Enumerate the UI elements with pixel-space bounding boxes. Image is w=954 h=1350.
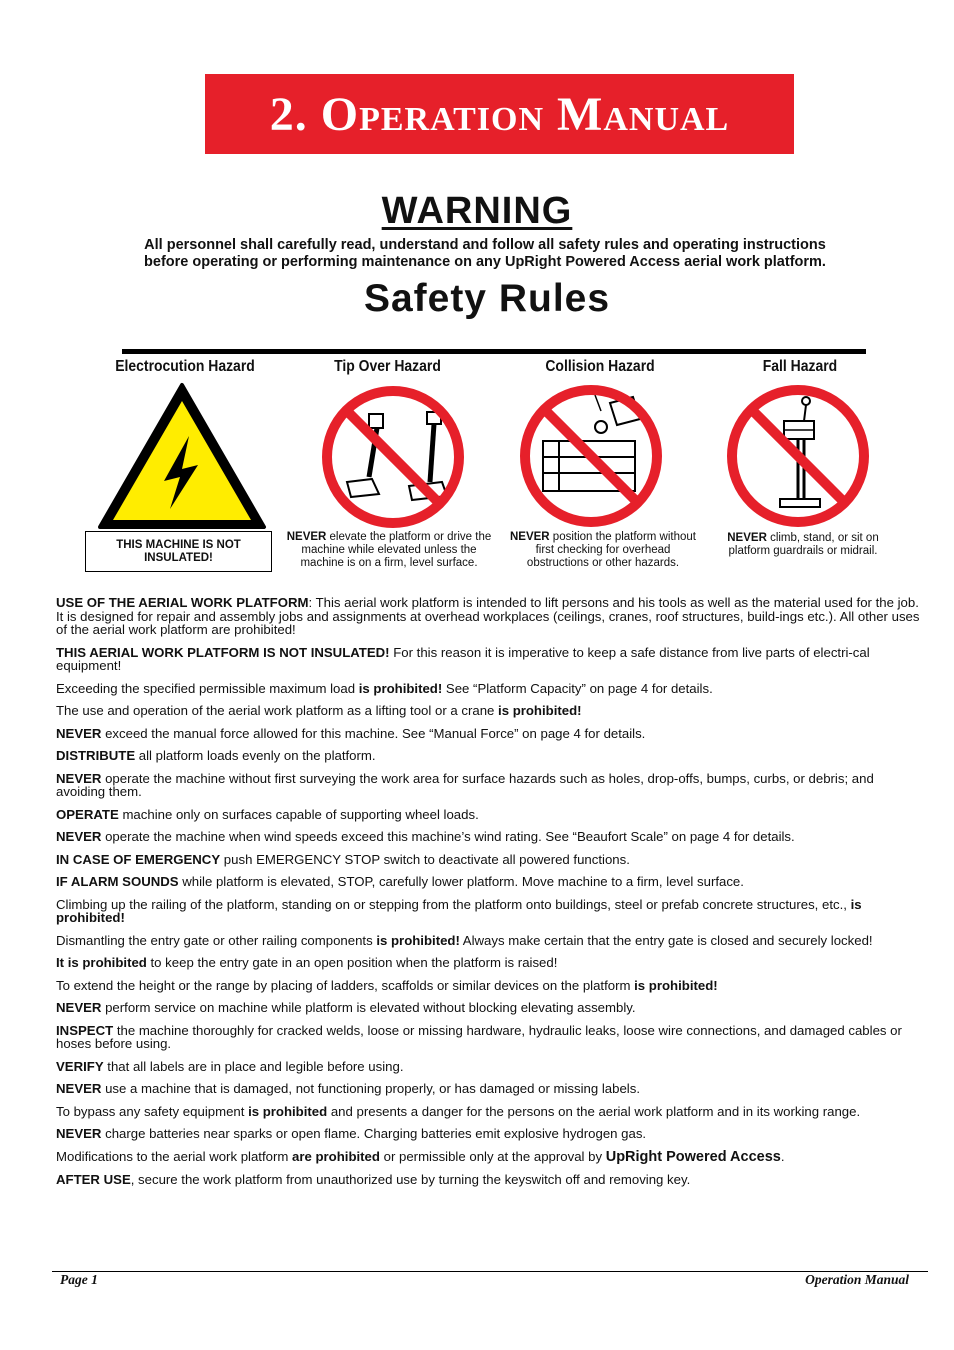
warning-text-line2: before operating or performing maintenance on any UpRight Powered Access aerial work platform. <box>144 254 826 270</box>
warning-heading: WARNING <box>381 190 573 232</box>
rule-paragraph: To extend the height or the range by placing of ladders, scaffolds or similar devices on the platform is prohibited! <box>56 977 718 993</box>
rule-paragraph: USE OF THE AERIAL WORK PLATFORM: This aerial work platform is intended to lift persons and his tools as well as the material used for the job. It is designed for repair and assembly jobs and assignments at overhead workplaces (ceilings, cranes, roof structures, build-ings etc.). All other uses of the aerial work platform are prohibited! <box>56 595 920 637</box>
rule-paragraph: INSPECT the machine thoroughly for cracked welds, loose or missing hardware, hydraulic leaks, loose wire connections, and damaged cables or hoses before using. <box>56 1022 902 1051</box>
brand-name: UpRight Powered Access <box>605 1148 781 1165</box>
rule-paragraph: Dismantling the entry gate or other railing components is prohibited! Always make certain that the entry gate is closed and securely locked! <box>56 932 873 948</box>
fall-caption-bold: NEVER <box>727 532 767 544</box>
safety-rules-list <box>56 596 926 1196</box>
electrocution-warning-icon <box>96 381 268 531</box>
hazard-title-electrocution: Electrocution Hazard <box>115 358 255 375</box>
fall-caption <box>712 532 894 558</box>
rule-paragraph: OPERATE machine only on surfaces capable of supporting wheel loads. <box>56 806 479 822</box>
collision-caption <box>503 531 703 570</box>
tip-over-caption-text: elevate the platform or drive the machine while elevated unless the machine is on a firm, level surface. <box>300 531 492 569</box>
footer-doc-title: Operation Manual <box>805 1272 909 1287</box>
chapter-title-banner <box>205 74 794 154</box>
rule-paragraph: IF ALARM SOUNDS while platform is elevated, STOP, carefully lower platform. Move machine to a firm, level surface. <box>56 874 744 889</box>
warning-text-line1: All personnel shall carefully read, understand and follow all safety rules and operating instructions <box>144 237 826 253</box>
not-insulated-caption: THIS MACHINE IS NOT INSULATED! <box>85 531 272 572</box>
rule-paragraph: Climbing up the railing of the platform, standing on or stepping from the platform onto buildings, steel or prefab concrete structures, etc., is prohibited! <box>56 896 862 925</box>
tip-over-prohibited-icon <box>317 382 469 532</box>
tip-over-caption-bold: NEVER <box>286 531 327 543</box>
rule-paragraph: To bypass any safety equipment is prohibited and presents a danger for the persons on the aerial work platform and in its working range. <box>56 1103 861 1119</box>
rule-paragraph: NEVER operate the machine when wind speeds exceed this machine’s wind rating. See “Beaufort Scale” on page 4 for details. <box>56 829 795 844</box>
rule-paragraph: AFTER USE, secure the work platform from unauthorized use by turning the keyswitch off and removing key. <box>56 1172 691 1187</box>
rule-paragraph: It is prohibited to keep the entry gate in an open position when the platform is raised! <box>56 955 558 970</box>
rule-paragraph: The use and operation of the aerial work platform as a lifting tool or a crane is prohibited! <box>56 703 582 718</box>
rule-paragraph: THIS AERIAL WORK PLATFORM IS NOT INSULATED! For this reason it is imperative to keep a safe distance from live parts of electri-cal equipment! <box>56 644 870 673</box>
hazard-title-tip-over: Tip Over Hazard <box>334 358 441 375</box>
rule-paragraph: IN CASE OF EMERGENCY push EMERGENCY STOP switch to deactivate all powered functions. <box>56 851 630 867</box>
rule-paragraph: NEVER operate the machine without first surveying the work area for surface hazards such as holes, drop-offs, bumps, curbs, or debris; and avoiding them. <box>56 770 874 799</box>
collision-caption-bold: NEVER <box>509 531 550 543</box>
hazard-title-fall: Fall Hazard <box>762 358 838 375</box>
heading-divider <box>122 349 866 354</box>
chapter-title: 2. Operation Manual <box>269 87 730 141</box>
rule-paragraph: VERIFY that all labels are in place and legible before using. <box>56 1058 404 1074</box>
rule-paragraph: Exceeding the specified permissible maximum load is prohibited! See “Platform Capacity” on page 4 for details. <box>56 680 713 696</box>
collision-caption-text: position the platform without first checking for overhead obstructions or other hazards. <box>526 531 696 569</box>
warning-text <box>90 237 880 271</box>
rule-paragraph: NEVER exceed the manual force allowed for this machine. See “Manual Force” on page 4 for details. <box>56 725 646 741</box>
rule-paragraph: NEVER use a machine that is damaged, not functioning properly, or has damaged or missing labels. <box>56 1081 640 1096</box>
safety-rules-heading: Safety Rules <box>363 277 611 320</box>
fall-caption-text: climb, stand, or sit on platform guardrails or midrail. <box>728 532 879 557</box>
collision-prohibited-icon <box>515 381 667 531</box>
rule-paragraph: NEVER perform service on machine while platform is elevated without blocking elevating assembly. <box>56 1000 636 1015</box>
footer-divider <box>52 1271 928 1272</box>
footer-page-number: Page 1 <box>60 1272 98 1287</box>
rule-paragraph: DISTRIBUTE all platform loads evenly on the platform. <box>56 748 376 763</box>
rule-paragraph-modifications: Modifications to the aerial work platform are prohibited or permissible only at the approval by UpRight Powered Access. <box>56 1148 785 1165</box>
rule-paragraph: NEVER charge batteries near sparks or open flame. Charging batteries emit explosive hydrogen gas. <box>56 1126 647 1141</box>
fall-prohibited-icon <box>722 381 874 531</box>
tip-over-caption <box>283 531 495 570</box>
hazard-title-collision: Collision Hazard <box>545 358 655 375</box>
